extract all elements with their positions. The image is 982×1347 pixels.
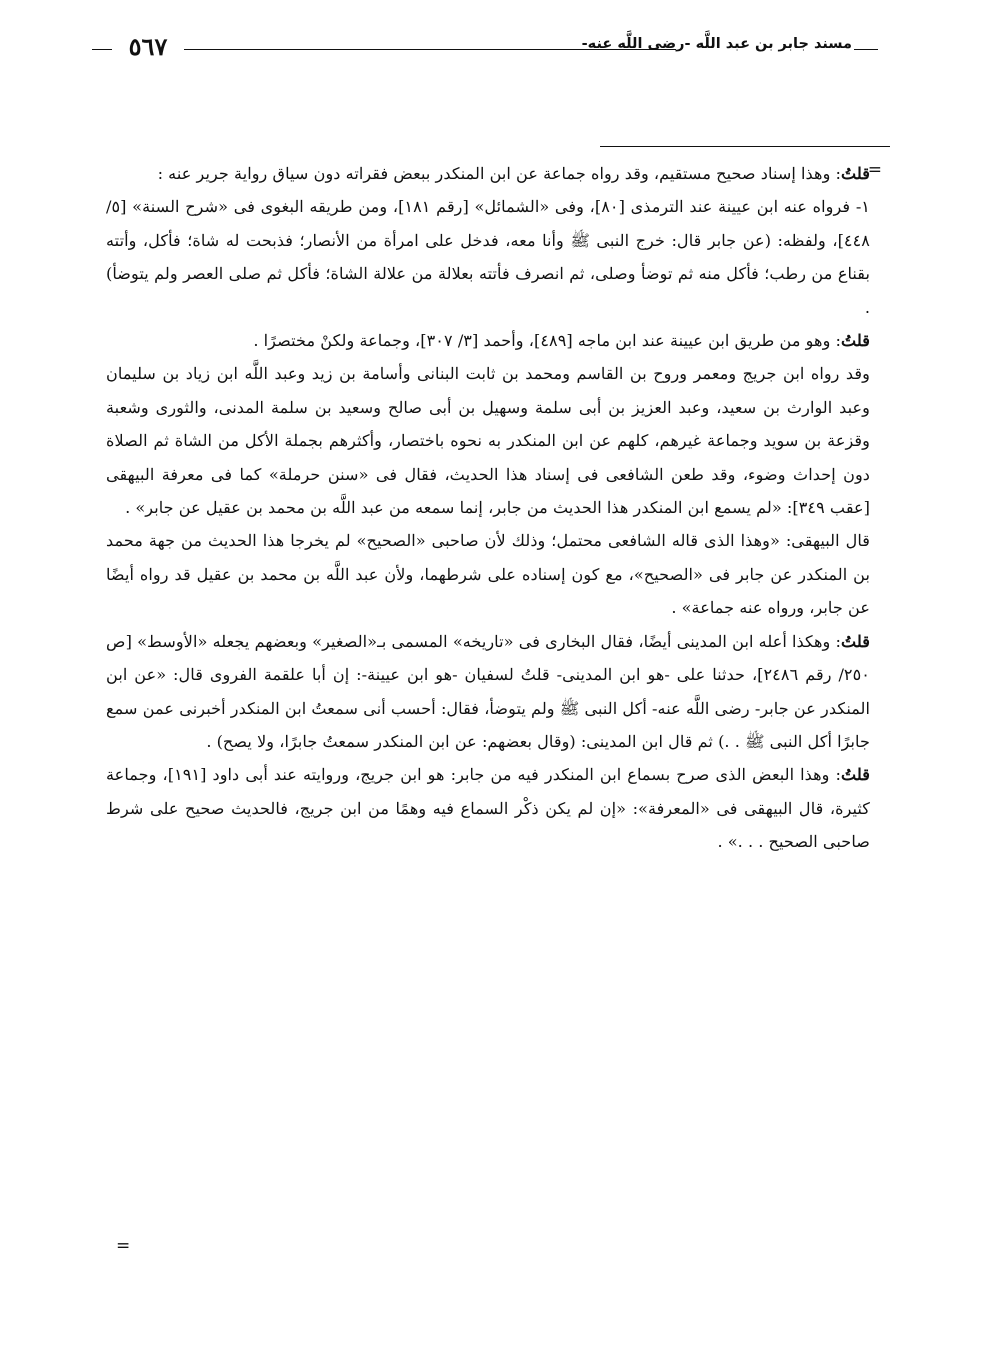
continuation-end-mark: = [116, 1236, 131, 1256]
paragraph-text: قال البيهقى: «وهذا الذى قاله الشافعى محتمل؛ وذلك لأن صاحبى «الصحيح» لم يخرجا هذا الحديث من جهة محمد بن المنكدر عن جابر فى «الصحيح»، مع كون إسناده على شرطهما، ولأن عبد اللَّه بن محمد بن عقيل قد رواه أيضًا عن جابر، ورواه عنه جماعة» . [106, 531, 870, 618]
header-rule-right [854, 49, 878, 50]
paragraph-text: وقد رواه ابن جريج ومعمر وروح بن القاسم ومحمد بن ثابت البنانى وأسامة بن زيد وعبد اللَّه ابن زياد بن سليمان وعبد الوارث بن سعيد، وعبد العزيز بن أبى سلمة وسهيل بن أبى صالح وسعيد بن سلمة المدنى، والثورى وشعبة وقزعة بن سويد وجماعة غيرهم، كلهم عن ابن المنكدر به نحوه باختصار، وأكثرهم بجملة الأكل من الشاة ثم الصلاة دون إحداث وضوء، وقد طعن الشافعى فى إسناد هذا الحديث، فقال فى «سنن حرملة» كما فى معرفة البيهقى [عقب ٣٤٩]: «لم يسمع ابن المنكدر هذا الحديث من جابر، إنما سمعه من عبد اللَّه بن محمد بن عقيل عن جابر» . [106, 364, 870, 518]
page-header [92, 30, 878, 70]
paragraph-text: : وهو من طريق ابن عيينة عند ابن ماجه [٤٨٩]، وأحمد [٣/ ٣٠٧]، وجماعة ولكنْ مختصرًا . [253, 331, 841, 351]
paragraph-2 [106, 190, 870, 324]
running-title: مسند جابر بن عبد اللَّه -رضى اللَّه عنه- [581, 36, 852, 52]
paragraph-text: : وهذا البعض الذى صرح بسماع ابن المنكدر فيه من جابر: هو ابن جريج، وروايته عند أبى داود [١٩١]، وجماعة كثيرة، قال البيهقى فى «المعرفة»: «إن لم يكن ذكْر السماع فيه وهمًا من ابن جريج، فالحديث صحيح على شرط صاحبى الصحيح . . .» . [106, 765, 870, 852]
paragraph-5 [106, 524, 870, 624]
paragraph-lead: قلتُ [841, 164, 870, 183]
footnote-body [106, 157, 870, 859]
paragraph-6 [106, 625, 870, 759]
paragraph-text: ١- فرواه عنه ابن عيينة عند الترمذى [٨٠]، وفى «الشمائل» [رقم ١٨١]، ومن طريقه البغوى فى «شرح السنة» [٥/ ٤٤٨]، ولفظه: (عن جابر قال: خرج النبى ﷺ وأنا معه، فدخل على امرأة من الأنصار؛ فذبحت له شاة؛ فأكل، وأتته بقناع من رطب؛ فأكل منه ثم توضأ وصلى، ثم انصرف فأتته بعلالة من علالة الشاة؛ فأكل ثم صلى العصر ولم يتوضأ) . [106, 197, 870, 317]
paragraph-lead: قلتُ [841, 631, 870, 651]
page-number: ٥٦٧ [128, 32, 168, 61]
paragraph-1 [106, 157, 870, 190]
paragraph-4 [106, 357, 870, 524]
paragraph-7 [106, 758, 870, 858]
paragraph-3 [106, 324, 870, 357]
paragraph-text: : وهكذا أعله ابن المدينى أيضًا، فقال البخارى فى «تاريخه» المسمى بـ«الصغير» وبعضهم يجعله «الأوسط» [ص ٢٥٠/ رقم ٢٤٨٦]، حدثنا على -هو ابن المدينى- قلتُ لسفيان -هو ابن عيينة-: إن أبا علقمة الفروى قال: «عن ابن المنكدر عن جابر- رضى اللَّه عنه- أكل النبى ﷺ ولم يتوضأ، فقال: أحسب أنى سمعتُ ابن المنكدر أخبرنى عمن سمع جابرًا أكل النبى ﷺ . .) ثم قال ابن المدينى: (وقال بعضهم: عن ابن المنكدر سمعتُ جابرًا، ولا يصح) . [106, 631, 870, 751]
paragraph-lead: قلتُ [841, 331, 870, 351]
footnote-separator [600, 146, 890, 147]
continuation-start-mark: = [867, 160, 882, 180]
paragraph-text: : وهذا إسناد صحيح مستقيم، وقد رواه جماعة عن ابن المنكدر ببعض فقراته دون سياق رواية جرير عنه : [157, 164, 841, 183]
header-rule-left [92, 49, 112, 50]
paragraph-lead: قلتُ [841, 765, 871, 785]
